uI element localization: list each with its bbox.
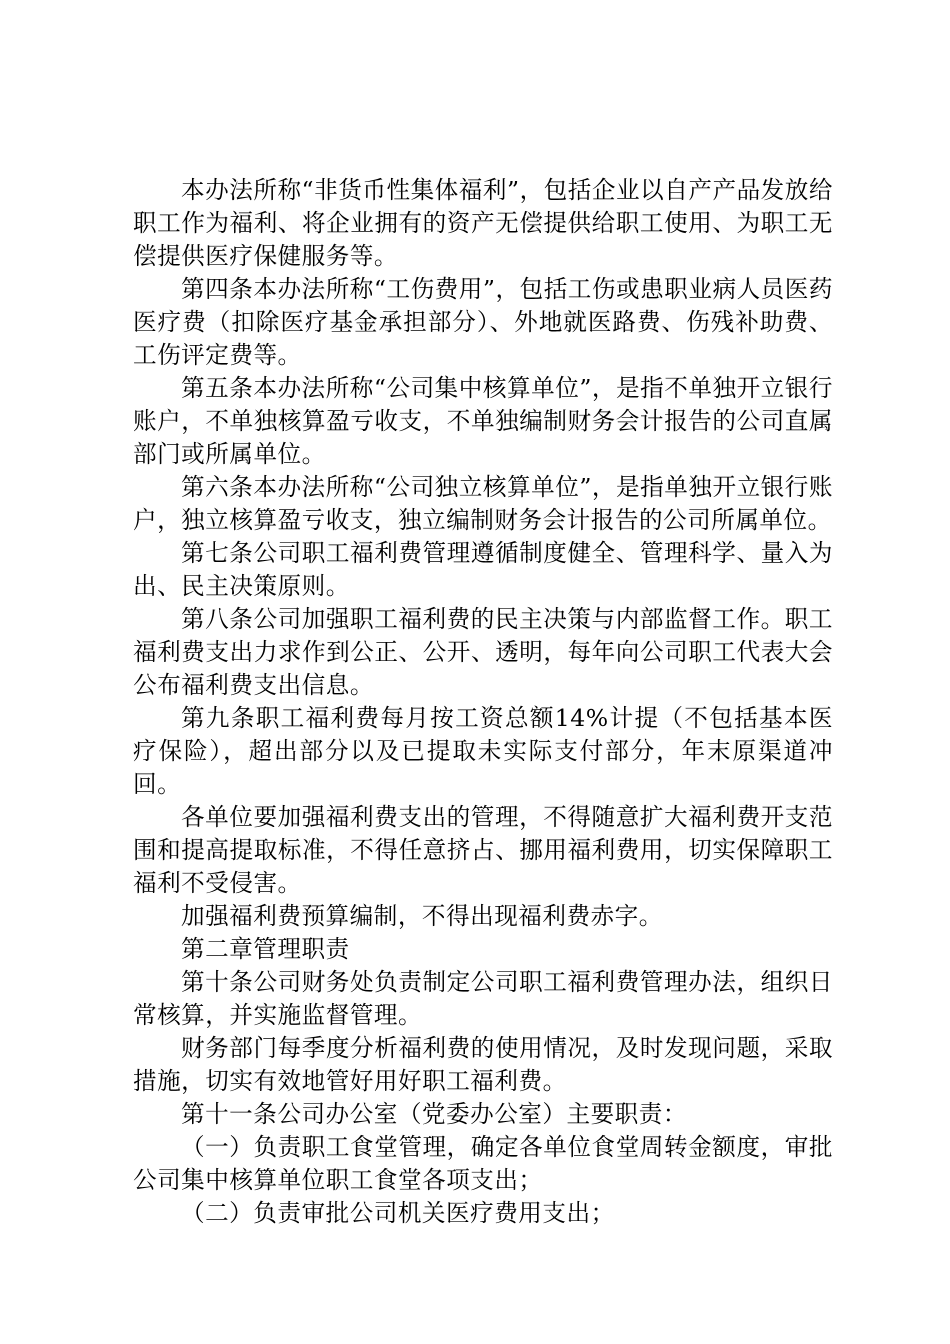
chapter-heading: 第二章管理职责 [181,935,350,963]
list-item: （二）负责审批公司机关医疗费用支出； [181,1199,615,1227]
paragraph: 财务部门每季度分析福利费的使用情况，及时发现问题，采取措施，切实有效地管好用好职工福利费。 [133,1034,833,1095]
paragraph: 第十一条公司办公室（党委办公室）主要职责： [181,1100,687,1128]
paragraph: 第六条本办法所称“公司独立核算单位”，是指单独开立银行账户，独立核算盈亏收支，独立编制财务会计报告的公司所属单位。 [133,473,833,534]
paragraph: 第九条职工福利费每月按工资总额14%计提（不包括基本医疗保险），超出部分以及已提取未实际支付部分，年末原渠道冲回。 [133,704,833,798]
paragraph: 第十条公司财务处负责制定公司职工福利费管理办法，组织日常核算，并实施监督管理。 [133,968,833,1029]
paragraph: 各单位要加强福利费支出的管理，不得随意扩大福利费开支范围和提高提取标准，不得任意挤占、挪用福利费用，切实保障职工福利不受侵害。 [133,803,833,897]
paragraph: 第五条本办法所称“公司集中核算单位”，是指不单独开立银行账户，不单独核算盈亏收支，不单独编制财务会计报告的公司直属部门或所属单位。 [133,374,833,468]
document-body [133,174,833,1230]
paragraph: 加强福利费预算编制，不得出现福利费赤字。 [181,902,663,930]
paragraph: 第八条公司加强职工福利费的民主决策与内部监督工作。职工福利费支出力求作到公正、公开、透明，每年向公司职工代表大会公布福利费支出信息。 [133,605,833,699]
paragraph: 第四条本办法所称“工伤费用”，包括工伤或患职业病人员医药医疗费（扣除医疗基金承担部分）、外地就医路费、伤残补助费、工伤评定费等。 [133,275,833,369]
paragraph: 本办法所称“非货币性集体福利”，包括企业以自产产品发放给职工作为福利、将企业拥有的资产无偿提供给职工使用、为职工无偿提供医疗保健服务等。 [133,176,833,270]
paragraph: 第七条公司职工福利费管理遵循制度健全、管理科学、量入为出、民主决策原则。 [133,539,833,600]
list-item: （一）负责职工食堂管理，确定各单位食堂周转金额度，审批公司集中核算单位职工食堂各项支出； [133,1133,833,1194]
